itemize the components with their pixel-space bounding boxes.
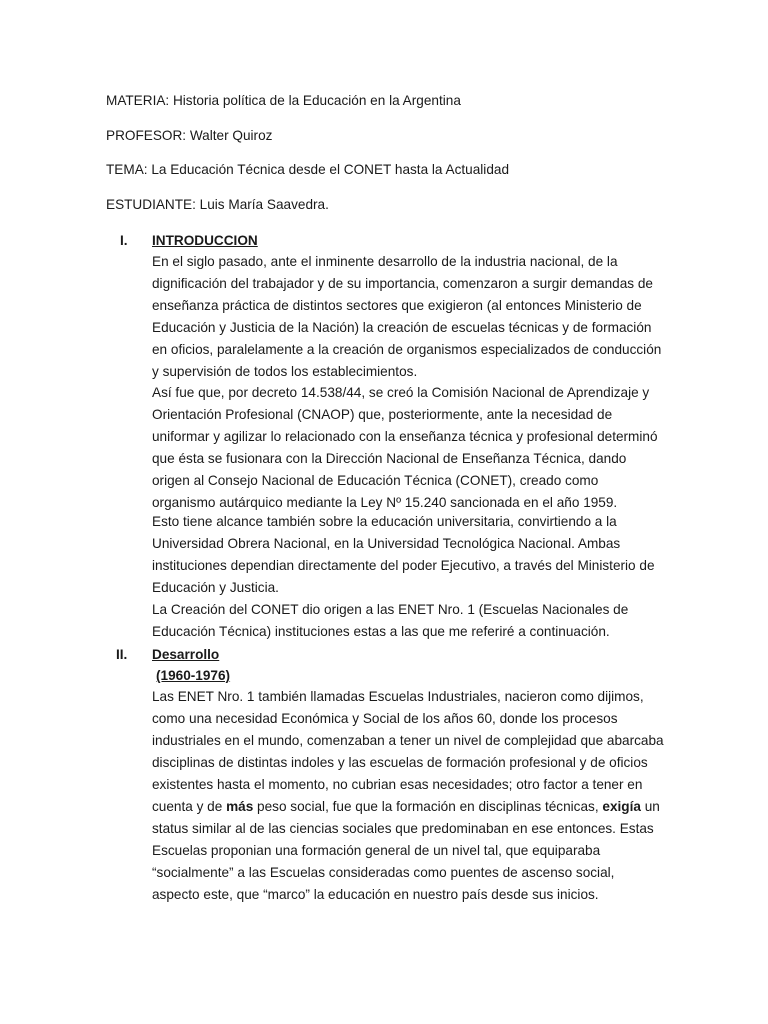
section-2-title: Desarrollo — [152, 647, 220, 662]
section-2-subtitle: (1960-1976) — [156, 668, 231, 683]
estudiante-line: ESTUDIANTE: Luis María Saavedra. — [106, 197, 329, 212]
section-1-title: INTRODUCCION — [152, 233, 258, 248]
section-2-text-a: Las ENET Nro. 1 también llamadas Escuelas Industriales, nacieron como dijimos, como una necesidad Económica y Social de los años 60, donde los procesos industriales en el mundo, comenzaban a tener un nivel de complejidad que abarcaba disciplinas de distintas indoles y las escuelas de formación profesional y de oficios existentes hasta el momento, no cubrian esas necesidades; otro factor a tener en cuenta y de — [152, 689, 664, 814]
section-1-paragraph-2: Así fue que, por decreto 14.538/44, se creó la Comisión Nacional de Aprendizaje y Orientación Profesional (CNAOP) que, posteriormente, ante la necesidad de uniformar y agilizar lo relacionado con la enseñanza técnica y profesional determinó que ésta se fusionara con la Dirección Nacional de Enseñanza Técnica, dando origen al Consejo Nacional de Educación Técnica (CONET), creado como organismo autárquico mediante la Ley Nº 15.240 sancionada en el año 1959. — [152, 385, 658, 510]
section-2-number: II. — [116, 647, 128, 662]
section-1-paragraph-3: Esto tiene alcance también sobre la educación universitaria, convirtiendo a la Universidad Obrera Nacional, en la Universidad Tecnológica Nacional. Ambas instituciones dependian directamente del poder Ejecutivo, a través del Ministerio de Educación y Justicia. — [152, 514, 655, 595]
materia-line: MATERIA: Historia política de la Educación en la Argentina — [106, 93, 461, 108]
section-2-text-b: peso social, fue que la formación en disciplinas técnicas, — [253, 799, 603, 814]
section-1-number: I. — [120, 233, 128, 248]
section-2-text-c: un status similar al de las ciencias sociales que predominaban en ese entonces. Estas Escuelas proponian una formación general de un nivel tal, que equiparaba “socialmente” a las Escuelas consideradas como puentes de ascenso social, aspecto este, que “marco” la educación en nuestro país desde sus inicios. — [152, 799, 660, 902]
section-1-paragraph-4: La Creación del CONET dio origen a las ENET Nro. 1 (Escuelas Nacionales de Educación Técnica) instituciones estas a las que me referiré a continuación. — [152, 602, 629, 639]
tema-line: TEMA: La Educación Técnica desde el CONET hasta la Actualidad — [106, 162, 509, 177]
section-2-bold-exigia: exigía — [602, 799, 641, 814]
section-2-paragraph-1 — [152, 686, 664, 906]
profesor-line: PROFESOR: Walter Quiroz — [106, 128, 273, 143]
section-2-bold-mas: más — [226, 799, 254, 814]
section-1-paragraph-1: En el siglo pasado, ante el inminente desarrollo de la industria nacional, de la dignificación del trabajador y de su importancia, comenzaron a surgir demandas de enseñanza práctica de distintos sectores que exigieron (al entonces Ministerio de Educación y Justicia de la Nación) la creación de escuelas técnicas y de formación en oficios, paralelamente a la creación de organismos especializados de conducción y supervisión de todos los establecimientos. — [152, 254, 662, 379]
